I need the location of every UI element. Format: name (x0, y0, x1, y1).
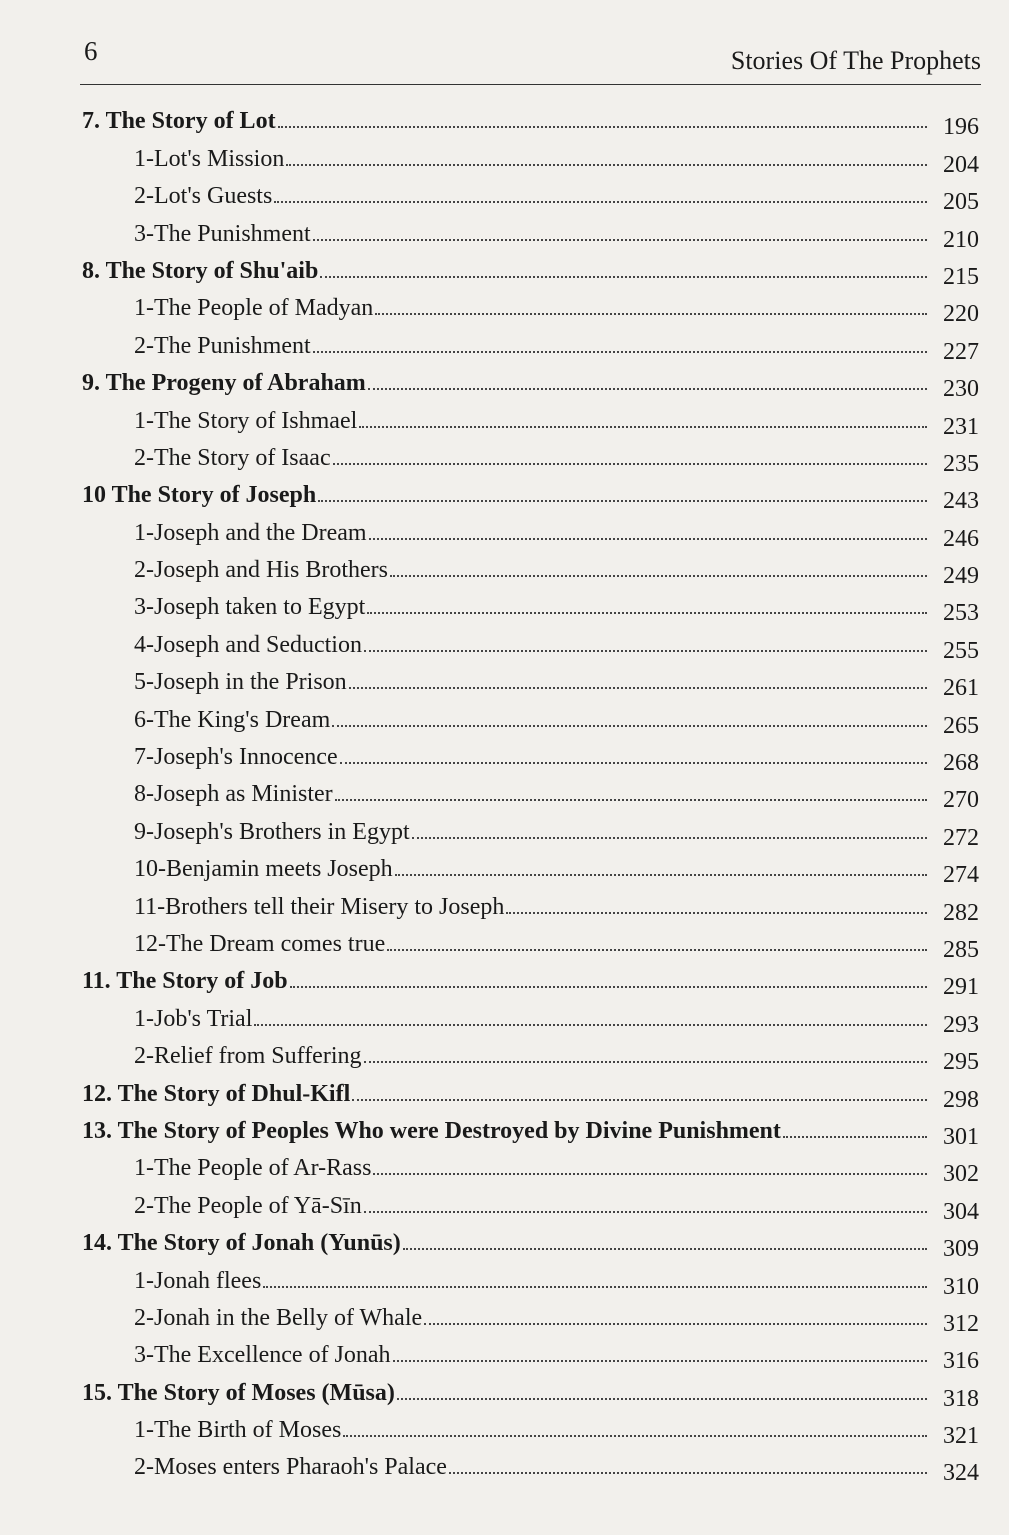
entry-page: 235 (943, 450, 979, 477)
entry-page: 318 (943, 1385, 979, 1412)
entry-page: 298 (943, 1086, 979, 1113)
toc-chapter-entry (0, 98, 1009, 141)
toc-section-entry (0, 621, 1009, 664)
dot-leader (397, 1398, 927, 1400)
dot-leader (313, 351, 927, 353)
entry-title: 2-Joseph and His Brothers (134, 557, 388, 584)
entry-title: 2-Moses enters Pharaoh's Palace (134, 1454, 447, 1481)
entry-page: 246 (943, 525, 979, 552)
entry-page: 215 (943, 263, 979, 290)
table-of-contents (0, 98, 1009, 1487)
entry-title: 8. The Story of Shu'aib (82, 257, 319, 284)
toc-section-entry (0, 584, 1009, 627)
entry-page: 310 (943, 1273, 979, 1300)
dot-leader (343, 1435, 927, 1437)
entry-page: 253 (943, 600, 979, 627)
entry-title: 2-The Punishment (134, 332, 311, 359)
toc-section-entry (0, 135, 1009, 178)
dot-leader (340, 762, 927, 764)
toc-section-entry (0, 771, 1009, 814)
entry-title: 2-The Story of Isaac (134, 444, 331, 471)
dot-leader (278, 126, 927, 128)
entry-title: 1-Lot's Mission (134, 145, 285, 172)
toc-section-entry (0, 995, 1009, 1038)
toc-section-entry (0, 547, 1009, 590)
entry-page: 301 (943, 1123, 979, 1150)
entry-page: 255 (943, 637, 979, 664)
entry-page: 324 (943, 1460, 979, 1487)
entry-page: 270 (943, 787, 979, 814)
entry-title: 3-The Punishment (134, 220, 311, 247)
dot-leader (412, 837, 927, 839)
entry-title: 5-Joseph in the Prison (134, 669, 347, 696)
dot-leader (369, 538, 927, 540)
toc-section-entry (0, 921, 1009, 963)
entry-page: 302 (943, 1161, 979, 1188)
toc-section-entry (0, 322, 1009, 365)
toc-chapter-entry (0, 1369, 1009, 1412)
dot-leader (290, 986, 927, 988)
entry-title: 3-Joseph taken to Egypt (134, 594, 366, 621)
entry-title: 2-The People of Yā-Sīn (134, 1192, 362, 1219)
entry-page: 293 (943, 1011, 979, 1038)
dot-leader (263, 1286, 927, 1288)
toc-section-entry (0, 1332, 1009, 1375)
dot-leader (274, 201, 927, 203)
toc-section-entry (0, 883, 1009, 926)
dot-leader (393, 1360, 927, 1362)
dot-leader (332, 725, 927, 727)
toc-section-entry (0, 285, 1009, 328)
entry-title: 1-The Birth of Moses (134, 1417, 342, 1444)
toc-chapter-entry (0, 1070, 1009, 1113)
dot-leader (364, 650, 927, 652)
entry-page: 231 (943, 413, 979, 440)
dot-leader (387, 949, 927, 951)
toc-section-entry (0, 1182, 1009, 1225)
toc-chapter-entry (0, 472, 1009, 515)
toc-section-entry (0, 1444, 1009, 1487)
entry-title: 6-The King's Dream (134, 706, 331, 733)
entry-title: 1-The People of Madyan (134, 295, 374, 322)
dot-leader (318, 500, 927, 502)
entry-page: 291 (943, 974, 979, 1001)
entry-title: 2-Relief from Suffering (134, 1043, 362, 1070)
entry-page: 309 (943, 1236, 979, 1263)
toc-section-entry (0, 1033, 1009, 1076)
entry-page: 316 (943, 1348, 979, 1375)
toc-chapter-entry (0, 248, 1009, 290)
dot-leader (364, 1211, 927, 1213)
toc-section-entry (0, 696, 1009, 739)
entry-title: 12-The Dream comes true (134, 930, 386, 957)
entry-title: 3-The Excellence of Jonah (134, 1342, 391, 1369)
entry-title: 7-Joseph's Innocence (134, 744, 338, 771)
entry-title: 11-Brothers tell their Misery to Joseph (134, 893, 505, 920)
entry-title: 10-Benjamin meets Joseph (134, 856, 393, 883)
entry-title: 10 The Story of Joseph (82, 482, 317, 509)
toc-section-entry (0, 1257, 1009, 1300)
toc-section-entry (0, 808, 1009, 851)
entry-title: 1-Jonah flees (134, 1267, 262, 1294)
entry-page: 265 (943, 712, 979, 739)
entry-page: 230 (943, 376, 979, 403)
toc-chapter-entry (0, 958, 1009, 1001)
entry-page: 295 (943, 1049, 979, 1076)
toc-section-entry (0, 173, 1009, 216)
header-rule (80, 84, 981, 85)
page-number: 6 (84, 36, 98, 66)
toc-chapter-entry (0, 1108, 1009, 1150)
entry-page: 227 (943, 338, 979, 365)
dot-leader (333, 463, 927, 465)
entry-page: 268 (943, 750, 979, 777)
entry-page: 274 (943, 862, 979, 889)
entry-page: 243 (943, 488, 979, 515)
entry-page: 312 (943, 1310, 979, 1337)
entry-title: 9. The Progeny of Abraham (82, 370, 366, 397)
dot-leader (375, 313, 927, 315)
dot-leader (349, 687, 927, 689)
dot-leader (390, 575, 927, 577)
toc-section-entry (0, 1145, 1009, 1188)
entry-page: 282 (943, 899, 979, 926)
dot-leader (373, 1173, 927, 1175)
dot-leader (424, 1323, 927, 1325)
entry-page: 205 (943, 189, 979, 216)
running-title: Stories Of The Prophets (730, 46, 981, 75)
dot-leader (254, 1024, 927, 1026)
dot-leader (367, 612, 927, 614)
toc-section-entry (0, 659, 1009, 702)
toc-section-entry (0, 210, 1009, 253)
entry-title: 1-The Story of Ishmael (134, 407, 358, 434)
entry-page: 204 (943, 151, 979, 178)
entry-title: 11. The Story of Job (82, 968, 288, 995)
entry-title: 4-Joseph and Seduction (134, 631, 362, 658)
dot-leader (359, 426, 927, 428)
entry-page: 196 (943, 114, 979, 141)
toc-section-entry (0, 509, 1009, 552)
dot-leader (313, 239, 927, 241)
dot-leader (449, 1472, 927, 1474)
dot-leader (335, 799, 927, 801)
toc-section-entry (0, 397, 1009, 440)
entry-title: 8-Joseph as Minister (134, 781, 333, 808)
dot-leader (352, 1099, 927, 1101)
toc-section-entry (0, 734, 1009, 777)
entry-title: 14. The Story of Jonah (Yunūs) (82, 1230, 401, 1257)
dot-leader (364, 1061, 928, 1063)
dot-leader (368, 388, 927, 390)
entry-page: 220 (943, 301, 979, 328)
dot-leader (403, 1248, 927, 1250)
entry-title: 1-Joseph and the Dream (134, 519, 367, 546)
toc-chapter-entry (0, 360, 1009, 403)
dot-leader (506, 912, 927, 914)
dot-leader (395, 874, 927, 876)
entry-title: 2-Lot's Guests (134, 183, 273, 210)
entry-page: 249 (943, 563, 979, 590)
entry-title: 2-Jonah in the Belly of Whale (134, 1304, 423, 1331)
entry-title: 7. The Story of Lot (82, 108, 276, 135)
entry-title: 15. The Story of Moses (Mūsa) (82, 1379, 395, 1406)
entry-title: 1-The People of Ar-Rass (134, 1155, 372, 1182)
toc-section-entry (0, 1407, 1009, 1450)
entry-page: 285 (943, 936, 979, 963)
dot-leader (783, 1136, 927, 1138)
entry-page: 210 (943, 226, 979, 253)
entry-title: 13. The Story of Peoples Who were Destroyed by Divine Punishment (82, 1117, 781, 1144)
entry-page: 304 (943, 1198, 979, 1225)
entry-page: 321 (943, 1423, 979, 1450)
toc-section-entry (0, 846, 1009, 889)
toc-chapter-entry (0, 1220, 1009, 1263)
toc-section-entry (0, 435, 1009, 477)
entry-title: 1-Job's Trial (134, 1005, 253, 1032)
toc-section-entry (0, 1295, 1009, 1337)
entry-page: 261 (943, 675, 979, 702)
dot-leader (286, 164, 927, 166)
entry-title: 9-Joseph's Brothers in Egypt (134, 818, 410, 845)
dot-leader (320, 276, 927, 278)
entry-page: 272 (943, 824, 979, 851)
entry-title: 12. The Story of Dhul-Kifl (82, 1080, 351, 1107)
